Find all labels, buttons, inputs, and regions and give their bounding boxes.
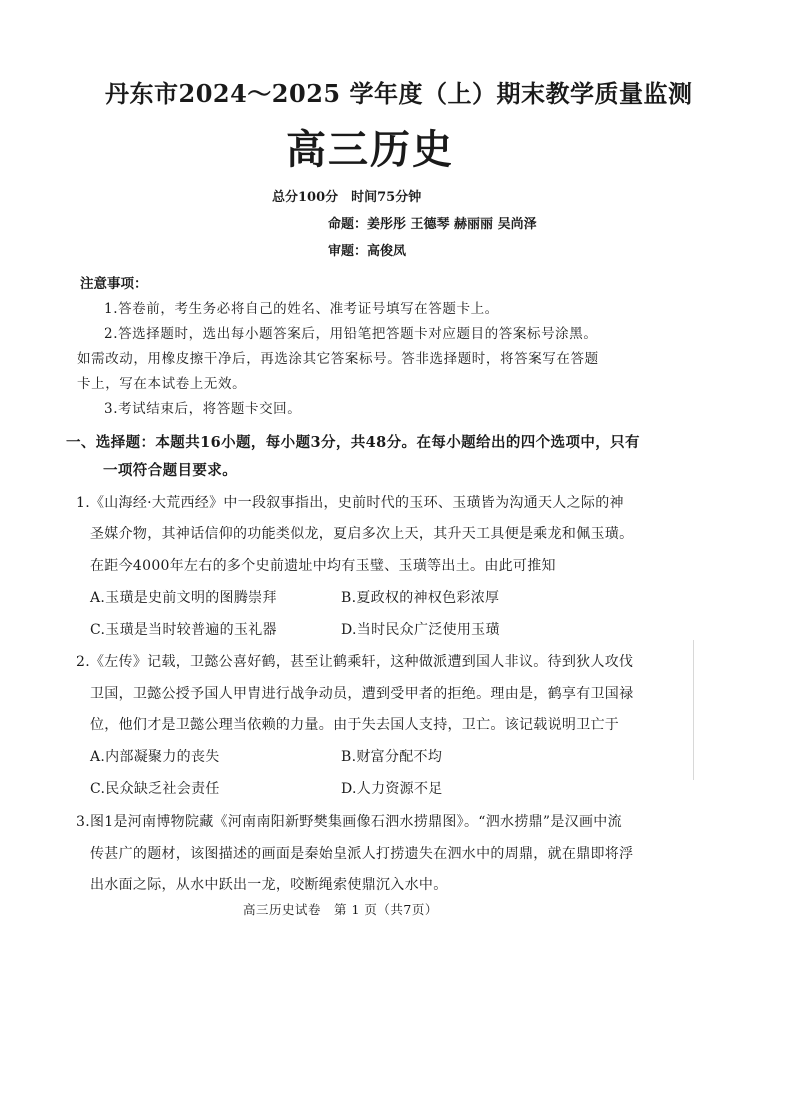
question-1-line: 1.《山海经·大荒西经》中一段叙事指出，史前时代的玉环、玉璜皆为沟通天人之际的神 — [76, 495, 624, 511]
page-footer: 高三历史试卷 第 1 页（共7页） — [243, 902, 438, 917]
exam-title: 丹东市2024～2025 学年度（上）期末教学质量监测 — [105, 79, 693, 108]
question-2-line: 卫国，卫懿公授予国人甲胄进行战争动员，遭到受甲者的拒绝。理由是，鹤享有卫国禄 — [90, 686, 634, 702]
question-2-option-b: B.财富分配不均 — [341, 749, 443, 765]
notice-line: 如需改动，用橡皮擦干净后，再选涂其它答案标号。答非选择题时，将答案写在答题 — [77, 351, 599, 367]
question-1-option-b: B.夏政权的神权色彩浓厚 — [341, 590, 500, 606]
question-2-line: 2.《左传》记载，卫懿公喜好鹤，甚至让鹤乘轩，这种做派遭到国人非议。待到狄人攻伐 — [76, 654, 634, 670]
section-heading-cont: 一项符合题目要求。 — [103, 462, 238, 479]
question-1-line: 在距今4000年左右的多个史前遗址中均有玉璧、玉璜等出土。由此可推知 — [90, 558, 556, 574]
subject-title: 高三历史 — [286, 127, 454, 173]
score-time: 总分100分 时间75分钟 — [272, 190, 422, 205]
notice-line: 卡上，写在本试卷上无效。 — [77, 376, 247, 392]
question-3-line: 3.图1是河南博物院藏《河南南阳新野樊集画像石泗水捞鼎图》。“泗水捞鼎”是汉画中流 — [76, 814, 622, 830]
authors: 命题：姜彤彤 王德琴 赫丽丽 吴尚泽 — [328, 217, 537, 232]
question-1-option-d: D.当时民众广泛使用玉璜 — [341, 622, 500, 638]
question-2-line: 位，他们才是卫懿公理当依赖的力量。由于失去国人支持，卫亡。该记载说明卫亡于 — [90, 717, 620, 733]
notice-line: 2.答选择题时，选出每小题答案后，用铅笔把答题卡对应题目的答案标号涂黑。 — [104, 326, 598, 342]
notice-line: 3.考试结束后，将答题卡交回。 — [104, 401, 302, 417]
reviewer: 审题：高俊凤 — [328, 244, 407, 259]
question-2-option-d: D.人力资源不足 — [341, 781, 443, 797]
question-3-line: 出水面之际，从水中跃出一龙，咬断绳索使鼎沉入水中。 — [90, 877, 448, 893]
question-2-option-c: C.民众缺乏社会责任 — [90, 781, 220, 797]
question-2-option-a: A.内部凝聚力的丧失 — [90, 749, 220, 765]
notice-line: 1.答卷前，考生务必将自己的姓名、准考证号填写在答题卡上。 — [104, 301, 499, 317]
question-1-option-a: A.玉璜是史前文明的图腾崇拜 — [90, 590, 277, 606]
question-3-line: 传甚广的题材，该图描述的画面是秦始皇派人打捞遗失在泗水中的周鼎，就在鼎即将浮 — [90, 846, 634, 862]
scan-edge-line — [693, 640, 694, 780]
question-1-line: 圣媒介物，其神话信仰的功能类似龙，夏启多次上天，其升天工具便是乘龙和佩玉璜。 — [90, 526, 634, 542]
notice-heading: 注意事项： — [80, 276, 148, 292]
question-1-option-c: C.玉璜是当时较普遍的玉礼器 — [90, 622, 277, 638]
section-heading: 一、选择题：本题共16小题，每小题3分，共48分。在每小题给出的四个选项中，只有 — [66, 434, 640, 451]
